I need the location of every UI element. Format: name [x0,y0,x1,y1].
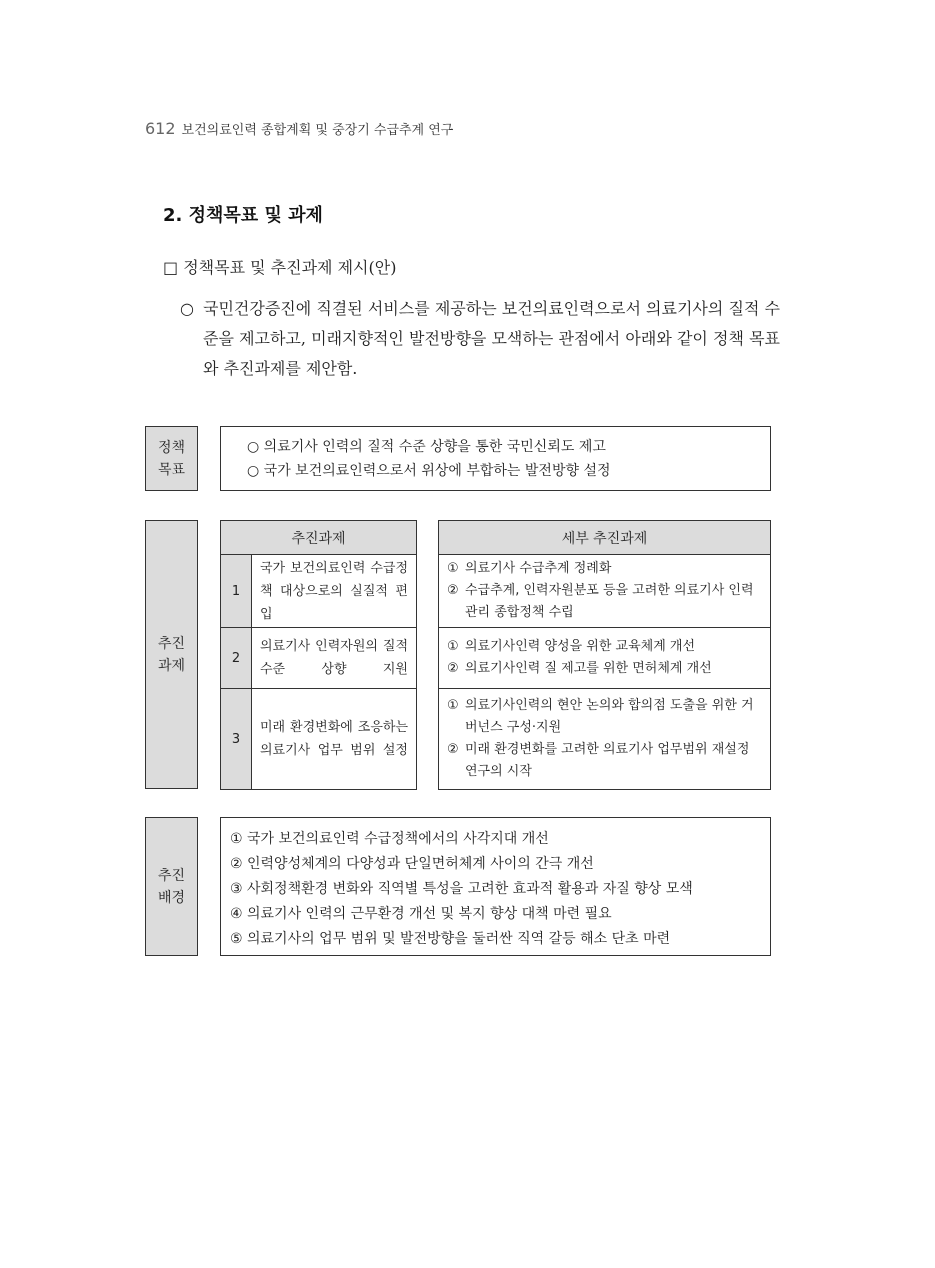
goal-item: ○ 국가 보건의료인력으로서 위상에 부합하는 발전방향 설정 [247,463,611,479]
goal-item: ○ 의료기사 인력의 질적 수준 상향을 통한 국민신뢰도 제고 [247,439,606,455]
table-row [439,689,771,790]
detail-cell [439,689,771,790]
detail-mark: ② [447,742,459,757]
table-row [221,555,417,628]
table-row [439,555,771,628]
bullet-heading-text: 정책목표 및 추진과제 제시(안) [183,258,397,277]
task-number: 3 [221,689,252,790]
body-paragraph [180,294,780,384]
detail-cell [439,555,771,628]
background-item: ② 인력양성체계의 다양성과 단일면허체계 사이의 간극 개선 [230,856,594,872]
running-header [145,119,453,138]
background-box [220,817,771,956]
tasks-table-header: 추진과제 [221,521,417,555]
running-title: 보건의료인력 종합계획 및 중장기 수급추계 연구 [181,123,454,138]
goals-label: 정책 목표 [145,426,198,491]
detail-item [447,658,762,680]
task-text: 미래 환경변화에 조응하는 의료기사 업무 범위 설정 [252,689,417,790]
background-item: ⑤ 의료기사의 업무 범위 및 발전방향을 둘러싼 직역 갈등 해소 단초 마련 [230,931,671,947]
task-number: 1 [221,555,252,628]
task-text: 의료기사 인력자원의 질적 수준 상향 지원 [252,628,417,689]
tasks-label: 추진 과제 [145,520,198,789]
background-item: ③ 사회정책환경 변화와 직역별 특성을 고려한 효과적 활용과 자질 향상 모색 [230,881,693,897]
detail-cell [439,628,771,689]
table-row [439,628,771,689]
detail-tasks-header: 세부 추진과제 [439,521,771,555]
background-item: ① 국가 보건의료인력 수급정책에서의 사각지대 개선 [230,831,549,847]
detail-item [447,636,762,658]
detail-text: 의료기사인력의 현안 논의와 합의점 도출을 위한 거버넌스 구성·지원 [465,698,754,735]
task-number: 2 [221,628,252,689]
detail-text: 미래 환경변화를 고려한 의료기사 업무범위 재설정 연구의 시작 [465,742,750,779]
detail-mark: ① [447,698,459,713]
table-row [221,628,417,689]
table-row [221,689,417,790]
task-text: 국가 보건의료인력 수급정책 대상으로의 실질적 편입 [252,555,417,628]
detail-item [447,558,762,580]
page-number: 612 [145,119,176,138]
detail-text: 의료기사인력 질 제고를 위한 면허체계 개선 [465,661,712,676]
detail-item [447,580,762,624]
detail-mark: ① [447,639,459,654]
detail-mark: ② [447,661,459,676]
background-item: ④ 의료기사 인력의 근무환경 개선 및 복지 향상 대책 마련 필요 [230,906,612,922]
bullet-heading [163,255,396,278]
detail-item [447,695,762,739]
background-label: 추진 배경 [145,817,198,956]
square-bullet-icon: □ [163,258,179,277]
detail-mark: ② [447,583,459,598]
body-paragraph-text: 국민건강증진에 직결된 서비스를 제공하는 보건의료인력으로서 의료기사의 질적 수준을 제고하고, 미래지향적인 발전방향을 모색하는 관점에서 아래와 같이 정책 목표와 추진과제를 제안함. [203,299,780,378]
detail-tasks-table [438,520,771,790]
goals-box [220,426,771,491]
tasks-table [220,520,417,790]
circle-bullet-icon: ○ [180,299,194,318]
detail-text: 수급추계, 인력자원분포 등을 고려한 의료기사 인력관리 종합정책 수립 [465,583,754,620]
detail-text: 의료기사 수급추계 정례화 [465,561,612,576]
section-title: 2. 정책목표 및 과제 [163,205,323,226]
detail-item [447,739,762,783]
detail-mark: ① [447,561,459,576]
detail-text: 의료기사인력 양성을 위한 교육체계 개선 [465,639,696,654]
